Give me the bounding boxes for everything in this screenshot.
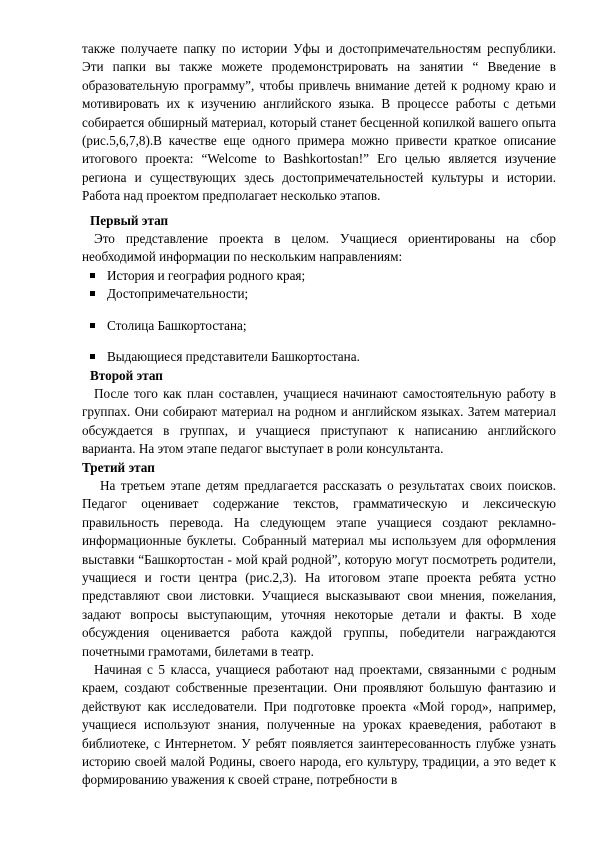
directions-list <box>82 267 556 367</box>
list-item: Достопримечательности; <box>82 285 556 303</box>
list-item: Выдающиеся представители Башкортостана. <box>82 348 556 366</box>
heading-second-stage: Второй этап <box>90 367 163 383</box>
paragraph-second-stage: После того как план составлен, учащиеся начинают самостоятельную работу в группах. Они собирают материал на родном и английском языках. Затем материал обсуждается в группах, и учащиеся приступают к написанию английского варианта. На этом этапе педагог выступает в роли консультанта. <box>82 385 556 457</box>
paragraph-intro: также получаете папку по истории Уфы и достопримечательностям республики. Эти папки вы также можете продемонстрировать на занятии “ Введение в образовательную программу”, чтобы привлечь внимание детей к родному краю и мотивировать их к изучению английского языка. В процессе работы с детьми собирается обширный материал, который станет бесценной копилкой вашего опыта (рис.5,6,7,8).В качестве еще одного примера можно привести краткое описание итогового проекта: “Welcome to Bashkortostan!” Его целью является изучение региона и существующих здесь достопримечательностей культуры и истории. Работа над проектом предполагает несколько этапов. <box>82 41 556 204</box>
paragraph-third-stage: На третьем этапе детям предлагается рассказать о результатах своих поисков. Педагог оценивает содержание текстов, грамматическую и лексическую правильность перевода. На следующем этапе учащиеся создают рекламно-информационные буклеты. Собранный материал мы используем для оформления выставки “Башкортостан - мой край родной”, которую могут посмотреть родители, учащиеся и гости центра (рис.2,3). На итоговом этапе проекта ребята устно представляют свои листовки. Учащиеся высказывают свои мнения, пожелания, задают вопросы выступающим, уточняя некоторые детали и факты. В ходе обсуждения оценивается работа каждой группы, победители награждаются почетными грамотами, билетами в театр. <box>82 477 556 659</box>
list-item: Столица Башкортостана; <box>82 317 556 335</box>
document-page <box>82 40 556 790</box>
heading-first-stage: Первый этап <box>90 212 169 228</box>
list-item: История и география родного края; <box>82 267 556 285</box>
paragraph-first-stage: Это представление проекта в целом. Учащиеся ориентированы на сбор необходимой информации по нескольким направлениям: <box>82 231 556 265</box>
heading-third-stage: Третий этап <box>82 459 155 475</box>
paragraph-grade-five: Начиная с 5 класса, учащиеся работают над проектами, связанными с родным краем, создают собственные презентации. Они проявляют большую фантазию и действуют как исследователи. При подготовке проекта «Мой город», например, учащиеся используют знания, полученные на уроках краеведения, работают в библиотеке, с Интернетом. У ребят появляется заинтересованность глубже узнать историю своей малой Родины, своего народа, его культуру, традиции, а это ведет к формированию уважения к своей стране, потребности в <box>82 662 556 788</box>
